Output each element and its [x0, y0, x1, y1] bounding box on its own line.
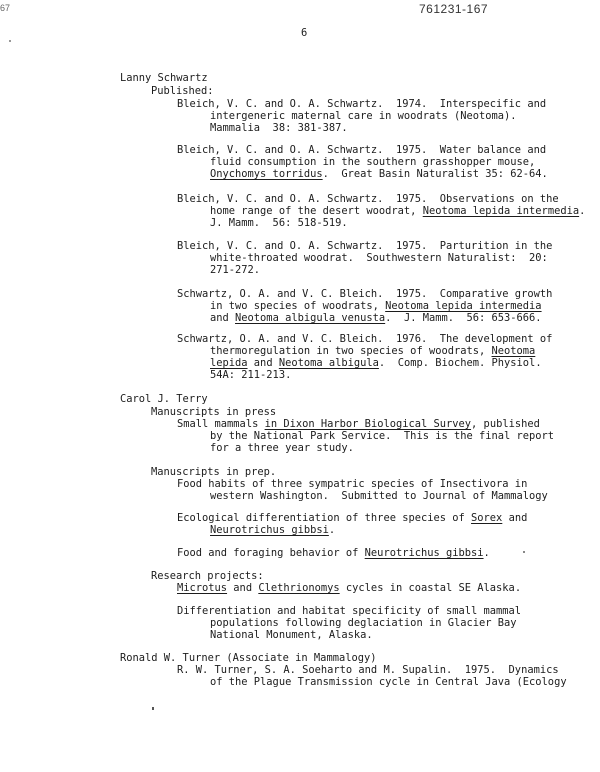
species-name: Sorex: [471, 512, 503, 524]
turner-reference-line-2: of the Plague Transmission cycle in Central Java (Ecology: [210, 676, 567, 688]
turner-reference-line-1: R. W. Turner, S. A. Soeharto and M. Supalin. 1975. Dynamics: [177, 664, 559, 676]
species-name: Onychomys torridus: [210, 168, 323, 180]
reference-6-line-4: 54A: 211-213.: [210, 369, 292, 381]
citation-text: and: [210, 312, 236, 324]
research-2-line-2: populations following deglaciation in Glacier Bay: [210, 617, 517, 629]
manuscripts-in-press-heading: Manuscripts in press: [151, 406, 277, 418]
reference-4-line-1: Bleich, V. C. and O. A. Schwartz. 1975. Parturition in the: [177, 240, 553, 252]
reference-4-line-2: white-throated woodrat. Southwestern Naturalist: 20:: [210, 252, 548, 264]
prep-text: .: [328, 524, 336, 536]
prep-text: Ecological differentiation of three species of: [177, 512, 472, 524]
scan-speck: [523, 551, 525, 553]
reference-3-line-1: Bleich, V. C. and O. A. Schwartz. 1975. Observations on the: [177, 193, 559, 205]
prep-text: and: [502, 512, 528, 524]
species-name: Neotoma albigula: [278, 357, 379, 369]
citation-text: . J. Mamm. 56: 653-666.: [385, 312, 542, 324]
reference-3-line-3: J. Mamm. 56: 518-519.: [210, 217, 348, 229]
citation-text: . Great Basin Naturalist 35: 62-64.: [322, 168, 548, 180]
citation-text: thermoregulation in two species of woodrats,: [210, 345, 492, 357]
prep-1-line-1: Food habits of three sympatric species of Insectivora in: [177, 478, 528, 490]
archive-stamp: 761231-167: [419, 2, 489, 16]
reference-1-line-1: Bleich, V. C. and O. A. Schwartz. 1974. Interspecific and: [177, 98, 547, 110]
prep-text: Food and foraging behavior of: [177, 547, 365, 559]
citation-text: . Comp. Biochem. Physiol.: [378, 357, 542, 369]
genus-name: Microtus: [177, 582, 228, 594]
reference-6-line-1: Schwartz, O. A. and V. C. Bleich. 1976. The development of: [177, 333, 553, 345]
reference-2-line-2: fluid consumption in the southern grasshopper mouse,: [210, 156, 536, 168]
reference-3-line-2: [210, 205, 585, 217]
research-2-line-3: National Monument, Alaska.: [210, 629, 373, 641]
press-text: , published: [471, 418, 540, 430]
research-1-line-1: [177, 582, 521, 594]
prep-2-line-2: [210, 524, 335, 536]
reference-2-line-3: [210, 168, 548, 180]
press-line-2: by the National Park Service. This is the final report: [210, 430, 555, 442]
reference-2-line-1: Bleich, V. C. and O. A. Schwartz. 1975. Water balance and: [177, 144, 547, 156]
press-line-1: [177, 418, 540, 430]
reference-5-line-1: Schwartz, O. A. and V. C. Bleich. 1975. Comparative growth: [177, 288, 553, 300]
species-name: Neurotrichus gibbsi: [210, 524, 329, 536]
species-name: Neotoma: [491, 345, 536, 357]
reference-6-line-3: [210, 357, 542, 369]
corner-mark: 67: [0, 3, 11, 13]
citation-text: .: [579, 205, 586, 217]
prep-text: .: [483, 547, 490, 559]
species-name: Neotoma lepida intermedia: [385, 300, 542, 312]
citation-text: home range of the desert woodrat,: [210, 205, 423, 217]
published-heading: Published:: [151, 85, 214, 97]
survey-title: in Dixon Harbor Biological Survey: [264, 418, 472, 430]
prep-2-line-1: [177, 512, 527, 524]
scan-speck: [9, 40, 11, 42]
person-name-terry: Carol J. Terry: [120, 393, 208, 405]
citation-text: and: [247, 357, 279, 369]
reference-6-line-2: [210, 345, 535, 357]
reference-1-line-3: Mammalia 38: 381-387.: [210, 122, 348, 134]
species-name: Neotoma albigula venusta: [235, 312, 386, 324]
research-text: and: [227, 582, 259, 594]
reference-4-line-3: 271-272.: [210, 264, 261, 276]
reference-5-line-3: [210, 312, 542, 324]
manuscripts-in-prep-heading: Manuscripts in prep.: [151, 466, 277, 478]
research-text: cycles in coastal SE Alaska.: [339, 582, 522, 594]
reference-5-line-2: [210, 300, 542, 312]
species-name: Neurotrichus gibbsi: [364, 547, 484, 559]
research-projects-heading: Research projects:: [151, 570, 264, 582]
person-name-schwartz: Lanny Schwartz: [120, 72, 208, 84]
person-name-turner: Ronald W. Turner (Associate in Mammalogy): [120, 652, 377, 664]
scan-speck: [152, 707, 154, 710]
press-line-3: for a three year study.: [210, 442, 354, 454]
reference-1-line-2: intergeneric maternal care in woodrats (Neotoma).: [210, 110, 517, 122]
citation-text: in two species of woodrats,: [210, 300, 386, 312]
species-name: Neotoma lepida intermedia: [422, 205, 580, 217]
page-number: 6: [301, 27, 308, 39]
genus-name: Clethrionomys: [258, 582, 340, 594]
press-text: Small mammals: [177, 418, 265, 430]
research-2-line-1: Differentiation and habitat specificity of small mammal: [177, 605, 522, 617]
prep-3-line-1: [177, 547, 490, 559]
species-name: lepida: [210, 357, 248, 369]
prep-1-line-2: western Washington. Submitted to Journal of Mammalogy: [210, 490, 548, 502]
